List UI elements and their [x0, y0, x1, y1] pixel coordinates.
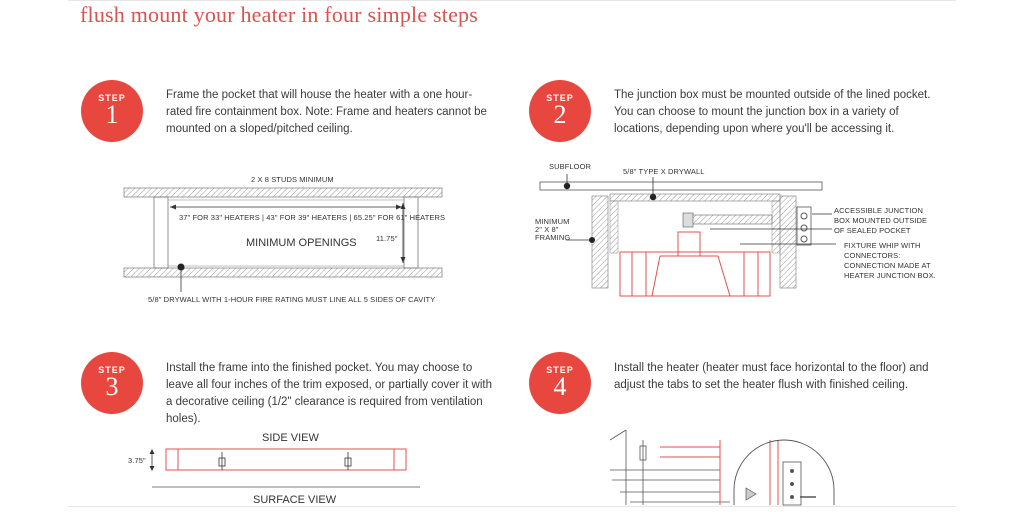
- framing-line-1: MINIMUM: [535, 217, 570, 226]
- type-x-drywall-label: 5/8" TYPE X DRYWALL: [623, 167, 705, 176]
- junction-line-1: ACCESSIBLE JUNCTION: [834, 206, 923, 215]
- width-spec: 37" FOR 33" HEATERS | 43" FOR 39" HEATERS | 65.25" FOR 61" HEATERS: [179, 213, 446, 222]
- step-2-number: 2: [553, 100, 567, 129]
- step-2-text: The junction box must be mounted outside of the lined pocket. You can choose to mount the junction box in a variety of locations, depending upon where you'll be accessing it.: [614, 89, 931, 135]
- step-4-text: Install the heater (heater must face horizontal to the floor) and adjust the tabs to set the heater flush with finished ceiling.: [614, 362, 929, 391]
- whip-line-2: CONNECTORS:: [844, 251, 901, 260]
- minimum-openings-label: MINIMUM OPENINGS: [246, 237, 357, 249]
- step-2-label: STEP: [546, 93, 574, 103]
- step-1-label: STEP: [98, 93, 126, 103]
- height-spec: 11.75": [376, 234, 398, 243]
- whip-line-3: CONNECTION MADE AT: [844, 261, 931, 270]
- framing-line-2: 2" X 8": [535, 225, 559, 234]
- step-4-number: 4: [553, 372, 567, 401]
- drywall-note: 5/8" DRYWALL WITH 1-HOUR FIRE RATING MUST LINE ALL 5 SIDES OF CAVITY: [148, 295, 436, 304]
- step-1-text: Frame the pocket that will house the heater with a one hour-rated fire containment box. Note: Frame and heaters cannot be mounted on a sloped/pitched ceiling.: [166, 89, 487, 135]
- whip-line-4: HEATER JUNCTION BOX.: [844, 271, 936, 280]
- studs-label: 2 X 8 STUDS MINIMUM: [251, 175, 334, 184]
- trim-height-label: 3.75": [128, 456, 146, 465]
- page-title: flush mount your heater in four simple steps: [80, 2, 479, 27]
- step-3-label: STEP: [98, 365, 126, 375]
- step-3-text: Install the frame into the finished pocket. You may choose to leave all four inches of the trim exposed, or partially cover it with a decorative ceiling (1/2" clearance is required from ventilation holes).: [166, 362, 492, 425]
- side-view-label: SIDE VIEW: [262, 432, 319, 444]
- step-3-number: 3: [105, 372, 119, 401]
- junction-line-2: BOX MOUNTED OUTSIDE: [834, 216, 928, 225]
- subfloor-label: SUBFLOOR: [549, 162, 592, 171]
- step-1-number: 1: [105, 100, 119, 129]
- whip-line-1: FIXTURE WHIP WITH: [844, 241, 921, 250]
- junction-line-3: OF SEALED POCKET: [834, 226, 911, 235]
- framing-line-3: FRAMING: [535, 233, 571, 242]
- step-4-label: STEP: [546, 365, 574, 375]
- surface-view-label: SURFACE VIEW: [253, 494, 337, 506]
